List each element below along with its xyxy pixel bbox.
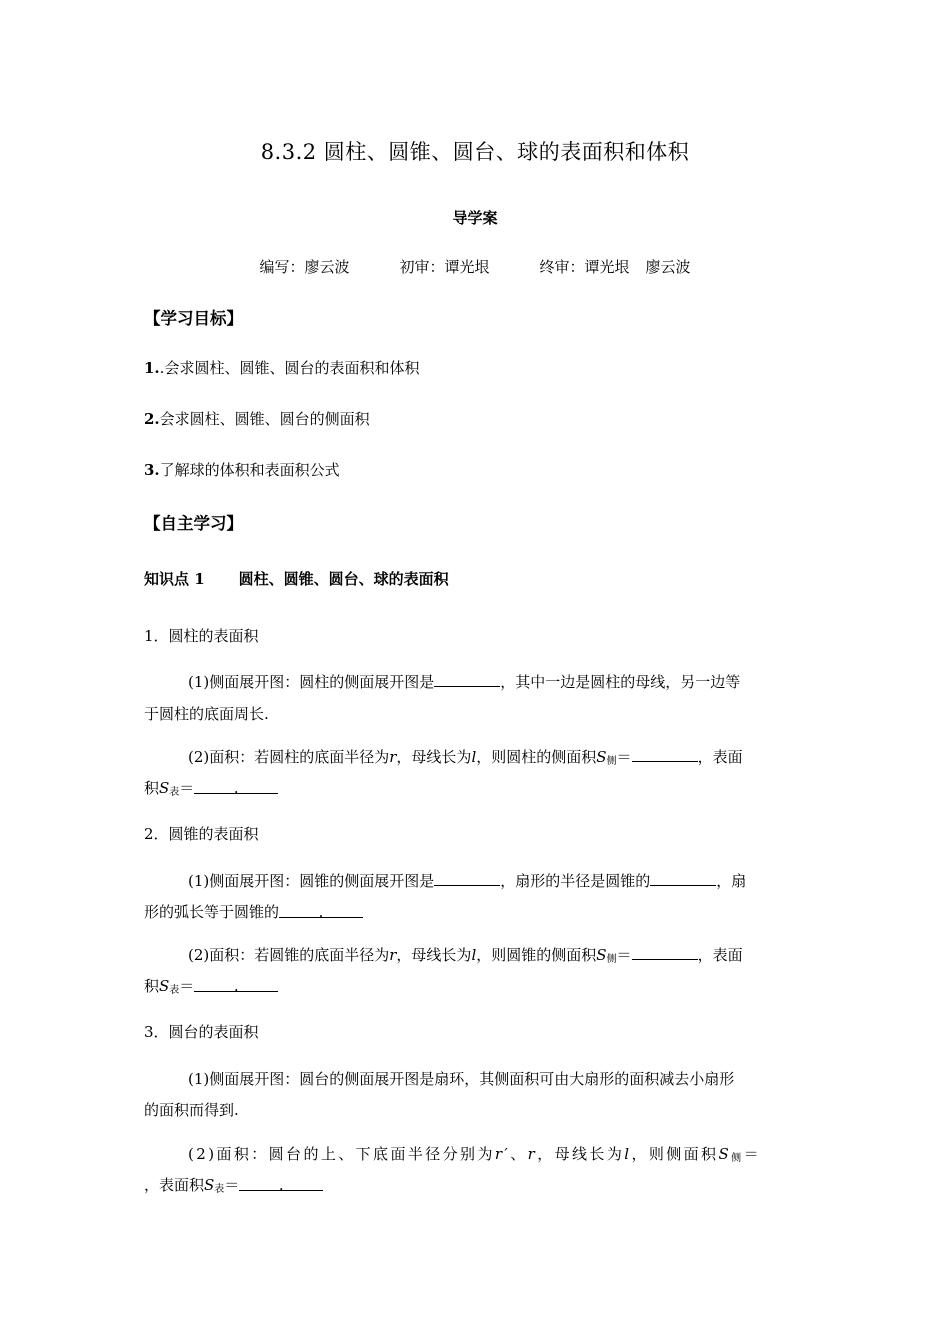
goal-item: 2.会求圆柱、圆锥、圆台的侧面积 <box>144 410 370 428</box>
fill-blank[interactable] <box>434 871 500 886</box>
fill-blank[interactable] <box>650 871 716 886</box>
page-subtitle: 导学案 <box>452 209 498 227</box>
cylinder-p2-line1: (2)面积：若圆柱的底面半径为r，母线长为l，则圆柱的侧面积$S_侧=$ ，表面 <box>188 748 743 767</box>
self-study-header: 【自主学习】 <box>144 514 243 533</box>
author-line <box>0 256 950 277</box>
page-title: 8.3.2 圆柱、圆锥、圆台、球的表面积和体积 <box>260 140 690 164</box>
cone-p1-line1: (1)侧面展开图：圆锥的侧面展开图是 ，扇形的半径是圆锥的 ，扇 <box>188 872 747 890</box>
cylinder-p1-line2: 于圆柱的底面周长. <box>144 705 269 723</box>
final-reviewer: 终审：谭光垠 <box>539 258 630 276</box>
frustum-p1-line1: (1)侧面展开图：圆台的侧面展开图是扇环，其侧面积可由大扇形的面积减去小扇形 <box>188 1070 735 1088</box>
cone-p2-line2: 积$S_表=$ . <box>144 975 278 996</box>
cone-p2-line1: (2)面积：若圆锥的底面半径为r，母线长为l，则圆锥的侧面积$S_侧=$ ，表面 <box>188 946 743 965</box>
goal-item: 1..会求圆柱、圆锥、圆台的表面积和体积 <box>144 359 420 377</box>
cylinder-heading: 1．圆柱的表面积 <box>144 627 259 645</box>
first-reviewer: 初审：谭光垠 <box>399 258 490 276</box>
fill-blank[interactable] <box>632 945 698 960</box>
frustum-heading: 3．圆台的表面积 <box>144 1023 259 1041</box>
frustum-p2-line2: ，表面积$S_表=$ . <box>144 1174 323 1195</box>
goals-header: 【学习目标】 <box>144 309 243 328</box>
fill-blank[interactable] <box>434 672 500 687</box>
frustum-p1-line2: 的面积而得到. <box>144 1101 239 1119</box>
fill-blank[interactable]: . <box>279 903 363 918</box>
frustum-p2-line1: (2)面积：圆台的上、下底面半径分别为r′、r，母线长为l，则侧面积$S_侧=$ <box>188 1145 761 1164</box>
goal-item: 3.了解球的体积和表面积公式 <box>144 461 340 479</box>
cylinder-p2-line2: 积$S_表=$ . <box>144 777 278 798</box>
fill-blank[interactable]: . <box>239 1176 323 1191</box>
cone-p1-line2: 形的弧长等于圆锥的 . <box>144 901 363 922</box>
final-reviewer-2: 廖云波 <box>645 258 691 276</box>
writer: 编写：廖云波 <box>259 258 350 276</box>
fill-blank[interactable]: . <box>194 977 278 992</box>
knowledge-point-heading: 知识点 1 圆柱、圆锥、圆台、球的表面积 <box>144 570 449 588</box>
cone-heading: 2．圆锥的表面积 <box>144 825 259 843</box>
fill-blank[interactable]: . <box>194 779 278 794</box>
fill-blank[interactable] <box>632 747 698 762</box>
cylinder-p1-line1: (1)侧面展开图：圆柱的侧面展开图是 ，其中一边是圆柱的母线，另一边等 <box>188 673 741 691</box>
